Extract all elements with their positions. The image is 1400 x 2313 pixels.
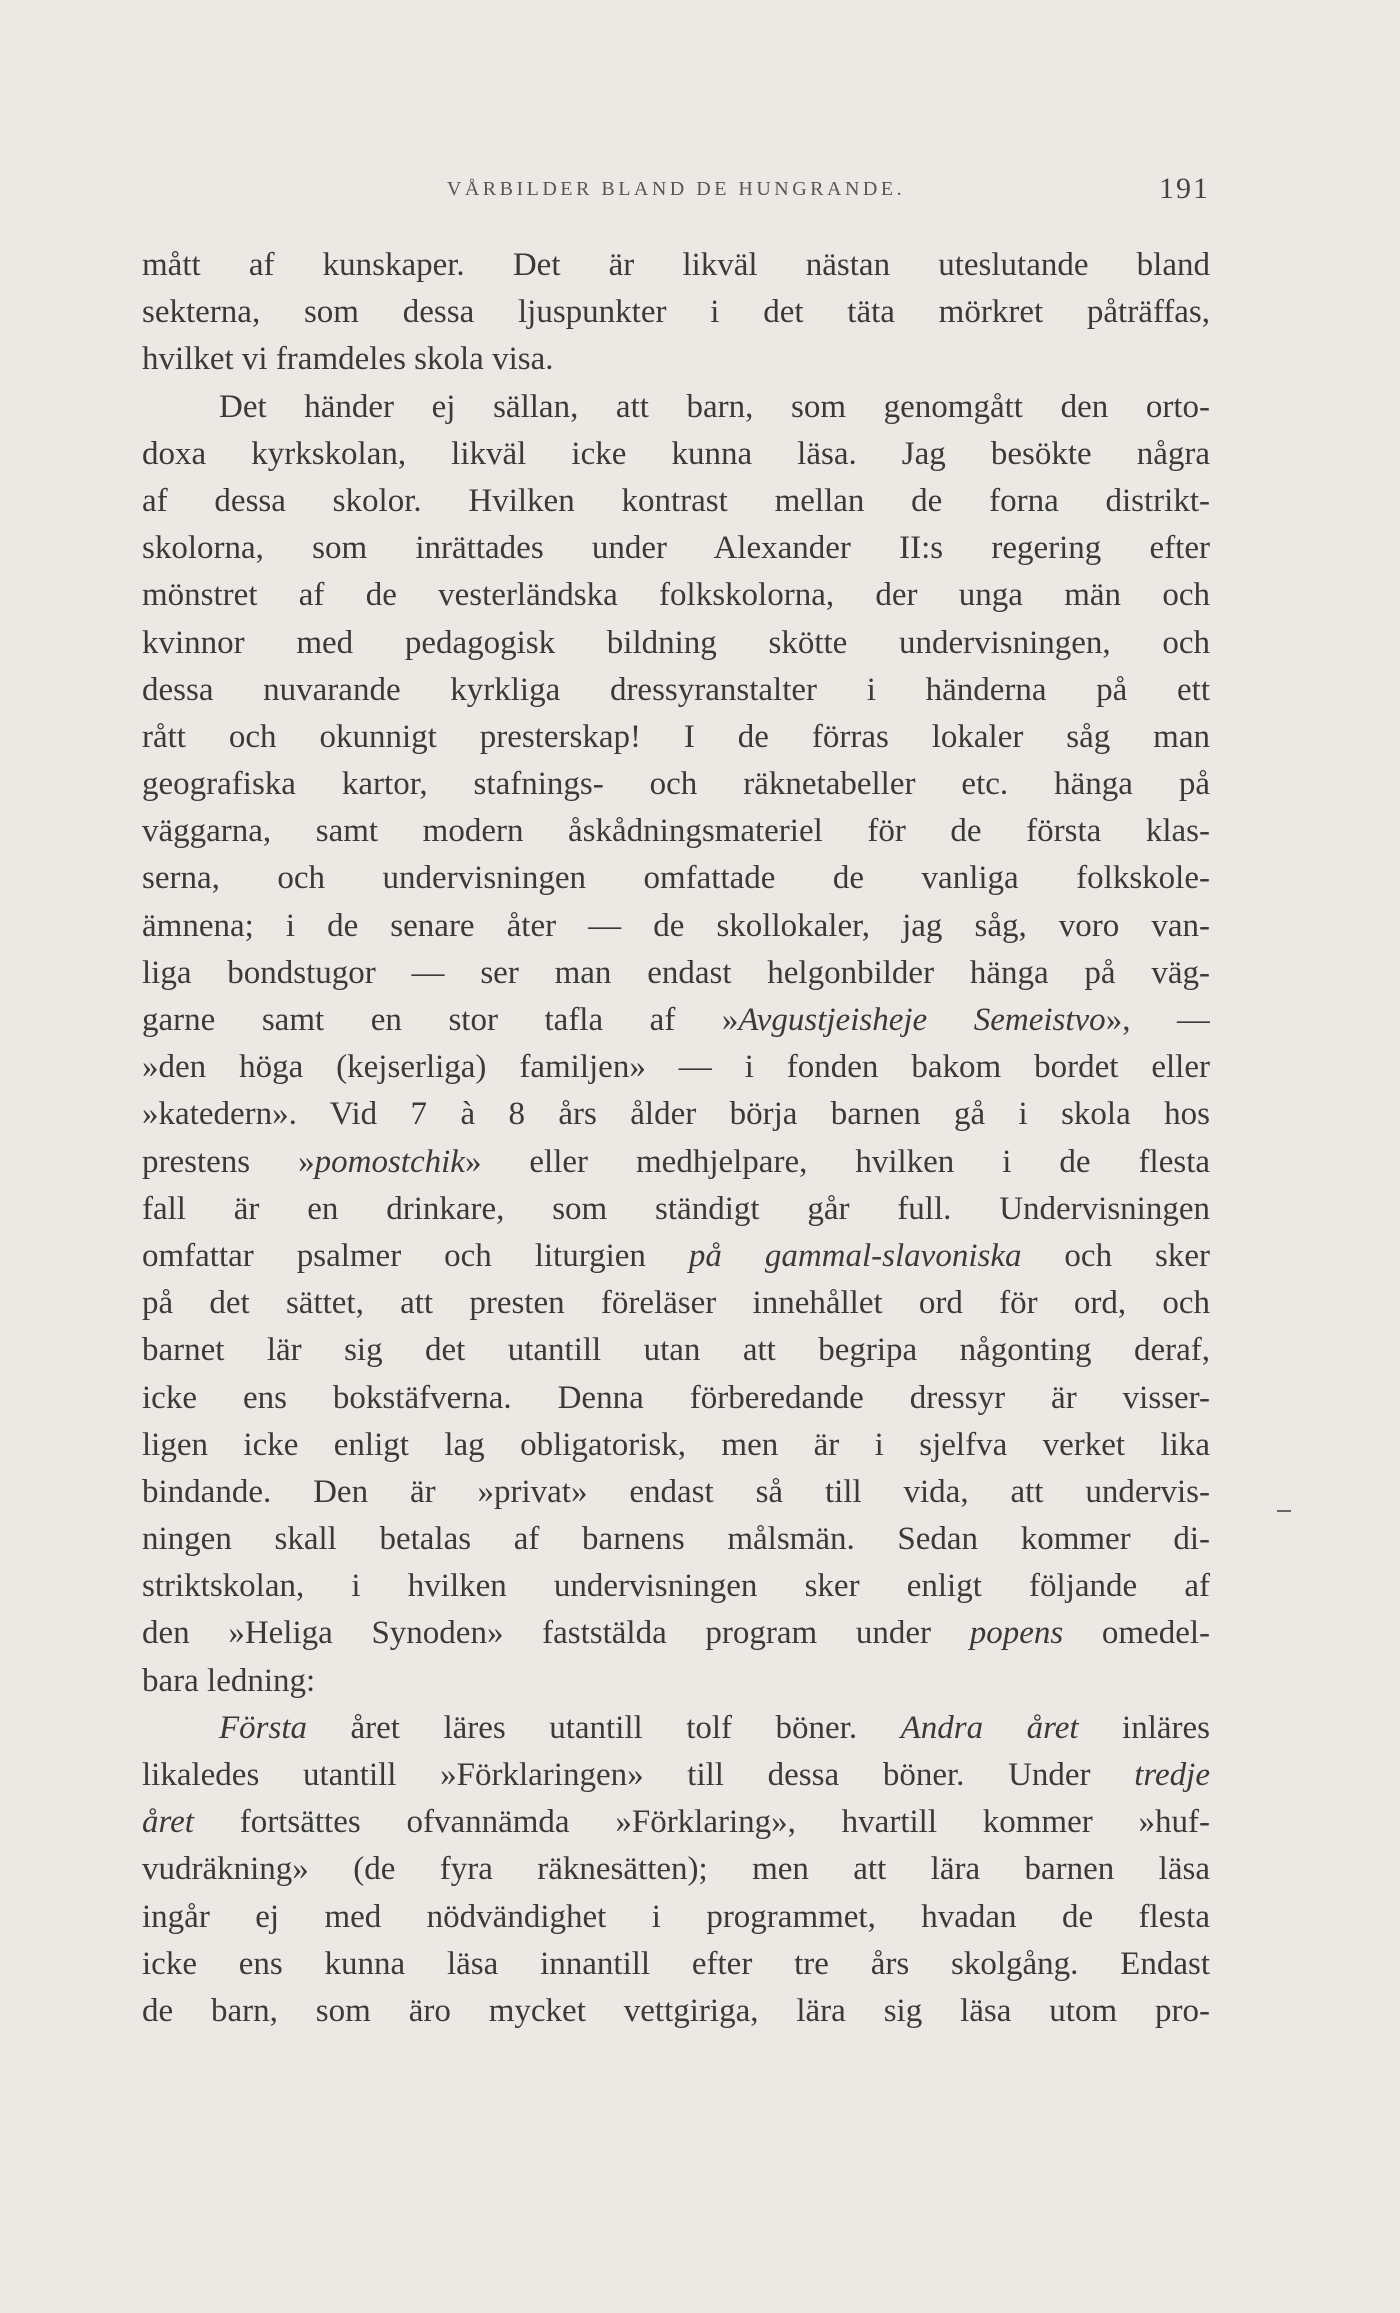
text-line: hvilket vi framdeles skola visa. [142, 341, 554, 378]
italic-term-forsta: Första [219, 1709, 308, 1746]
italic-term-aret: året [142, 1804, 194, 1841]
text-line: kvinnor med pedagogisk bildning skötte undervisningen, och [142, 624, 1210, 661]
text-segment: omedel- [1063, 1615, 1210, 1652]
italic-term-popens: popens [969, 1615, 1064, 1652]
text-segment: den »Heliga Synoden» faststälda program under [142, 1615, 970, 1652]
text-line: bara ledning: [142, 1662, 316, 1699]
text-line: bindande. Den är »privat» endast så till vida, att undervis- [142, 1473, 1210, 1510]
running-title: VÅRBILDER BLAND DE HUNGRANDE. [446, 178, 906, 200]
text-segment: omfattar psalmer och liturgien [142, 1237, 689, 1274]
text-line [142, 1799, 1210, 1846]
text-segment: året läres utantill tolf böner. [307, 1709, 901, 1746]
text-segment: prestens » [142, 1143, 315, 1180]
text-line: de barn, som äro mycket vettgiriga, lära sig läsa utom pro- [142, 1992, 1210, 2029]
italic-term-gammal-slavoniska: på gammal-slavoniska [688, 1237, 1022, 1274]
text-line: ligen icke enligt lag obligatorisk, men är i sjelfva verket lika [142, 1426, 1210, 1463]
text-line: »den höga (kejserliga) familjen» — i fonden bakom bordet eller [142, 1049, 1210, 1086]
text-line: vudräkning» (de fyra räknesätten); men att lära barnen läsa [142, 1851, 1210, 1888]
page-number: 191 [1159, 172, 1210, 205]
text-line: på det sättet, att presten föreläser innehållet ord för ord, och [142, 1285, 1210, 1322]
text-line: liga bondstugor — ser man endast helgonbilder hänga på väg- [142, 954, 1210, 991]
text-line: dessa nuvarande kyrkliga dressyranstalter i händerna på ett [142, 671, 1210, 708]
italic-term-andra-aret: Andra året [900, 1709, 1079, 1746]
text-segment: likaledes utantill »Förklaringen» till dessa böner. Under [142, 1757, 1135, 1793]
text-line: geografiska kartor, stafnings- och räknetabeller etc. hänga på [142, 766, 1210, 803]
margin-dash-mark [1277, 1510, 1291, 1512]
text-line [142, 1139, 1210, 1186]
italic-term-tredje: tredje [1134, 1757, 1210, 1793]
text-line: sekterna, som dessa ljuspunkter i det täta mörkret påträffas, [142, 294, 1210, 331]
text-line: ämnena; i de senare åter — de skollokaler, jag såg, voro van- [142, 907, 1210, 944]
text-segment: inläres [1078, 1709, 1210, 1746]
text-line [142, 1752, 1210, 1799]
text-line [142, 997, 1210, 1044]
text-line: fall är en drinkare, som ständigt går full. Undervisningen [142, 1190, 1210, 1227]
text-segment: garne samt en stor tafla af » [142, 1002, 739, 1038]
running-header [142, 172, 1210, 218]
text-line: Det händer ej sällan, att barn, som genomgått den orto- [219, 388, 1210, 425]
text-line: »katedern». Vid 7 à 8 års ålder börja barnen gå i skola hos [142, 1096, 1210, 1133]
text-line: icke ens bokstäfverna. Denna förberedande dressyr är visser- [142, 1379, 1210, 1416]
text-segment: » eller medhjelpare, hvilken i de flesta [464, 1143, 1210, 1180]
text-line: striktskolan, i hvilken undervisningen sker enligt följande af [142, 1568, 1210, 1605]
text-line [142, 1610, 1210, 1657]
text-line: skolorna, som inrättades under Alexander II:s regering efter [142, 530, 1210, 567]
text-segment: », — [1105, 1002, 1210, 1038]
text-line: icke ens kunna läsa innantill efter tre års skolgång. Endast [142, 1945, 1210, 1982]
text-line: af dessa skolor. Hvilken kontrast mellan de forna distrikt- [142, 482, 1210, 519]
body-text [142, 242, 1210, 2035]
text-segment: och sker [1021, 1237, 1210, 1274]
text-line: serna, och undervisningen omfattade de vanliga folkskole- [142, 860, 1210, 897]
text-line: rått och okunnigt presterskap! I de förras lokaler såg man [142, 718, 1210, 755]
text-line: barnet lär sig det utantill utan att begripa någonting deraf, [142, 1332, 1210, 1369]
text-line: ingår ej med nödvändighet i programmet, hvadan de flesta [142, 1898, 1210, 1935]
text-line: väggarna, samt modern åskådningsmateriel för de första klas- [142, 813, 1210, 850]
text-line: ningen skall betalas af barnens målsmän. Sedan kommer di- [142, 1521, 1210, 1558]
text-line [142, 1705, 1210, 1752]
text-line: mått af kunskaper. Det är likväl nästan uteslutande bland [142, 247, 1210, 283]
italic-term-pomostchik: pomostchik [314, 1143, 465, 1180]
text-line: doxa kyrkskolan, likväl icke kunna läsa. Jag besökte några [142, 435, 1210, 472]
text-segment: fortsättes ofvannämda »Förklaring», hvartill kommer »huf- [193, 1804, 1210, 1841]
text-line: mönstret af de vesterländska folkskolorna, der unga män och [142, 577, 1210, 614]
italic-term-avgustjeisheje: Avgustjeisheje Semeistvo [738, 1002, 1106, 1038]
text-line [142, 1233, 1210, 1280]
